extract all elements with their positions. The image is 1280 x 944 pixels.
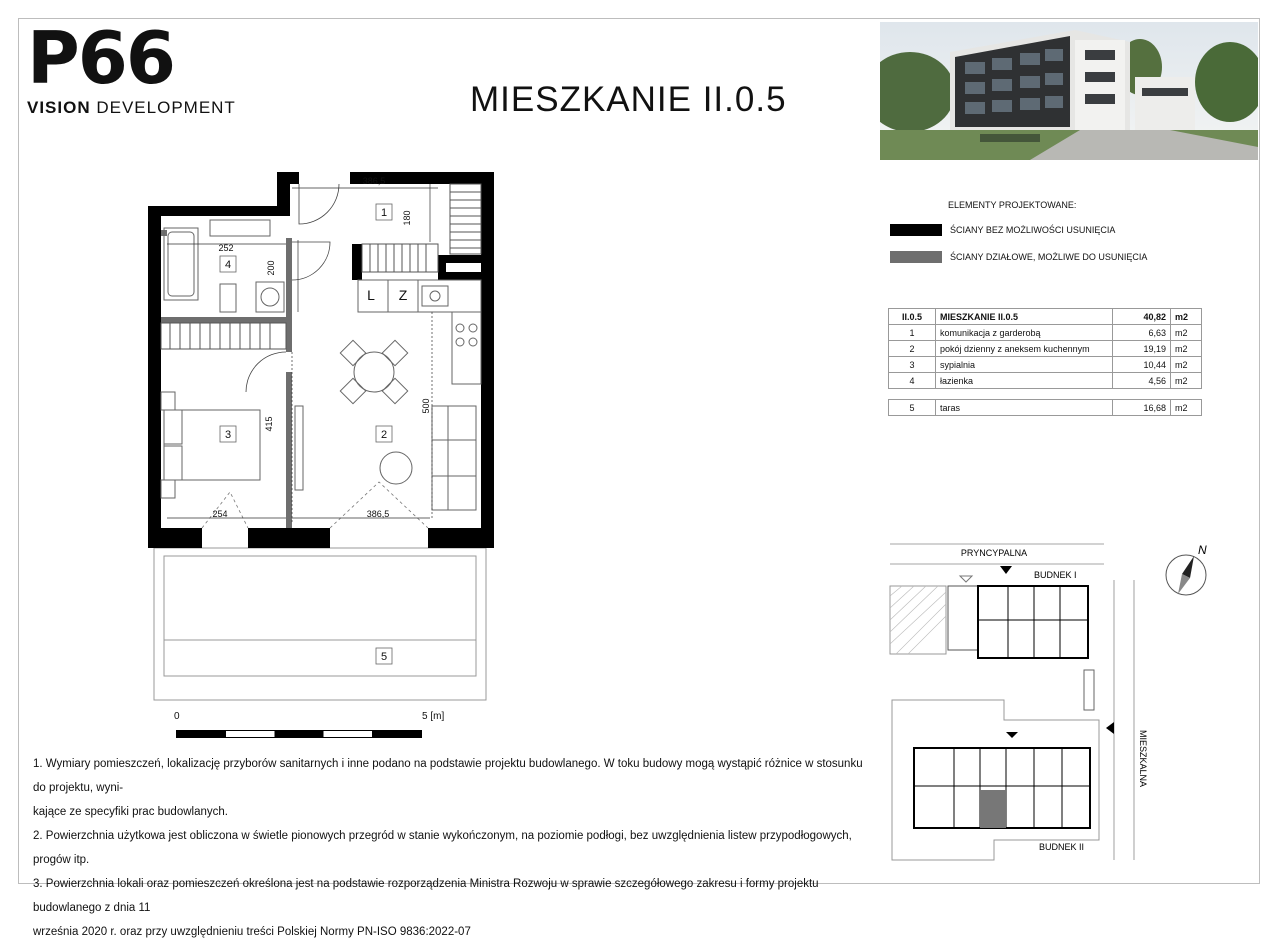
building-2-label: BUDNEK II [1039,842,1085,852]
freezer-letter: Z [398,287,408,303]
dim-label: 500 [421,398,431,414]
bed [161,392,303,498]
notes [33,752,863,944]
table-row: 2 pokój dzienny z aneksem kuchennym 19,19 m2 [889,341,1202,357]
dim-label: 252 [218,243,234,253]
note-line: 2. Powierzchnia użytkowa jest obliczona w świetle pionowych przegród w stanie wykończonym, na poziomie podłogi, bez uwzględnienia listew przypodłogowych, progów itp. [33,830,852,866]
scale-end-label: 5 [m] [422,711,445,722]
load-bearing-walls [148,172,494,548]
room-number: 3 [224,429,232,441]
room-number: 5 [380,651,388,663]
street-label-top: PRYNCYPALNA [960,548,1028,558]
dim-label: 254 [212,509,228,519]
dim-label: 386,5 [366,509,390,519]
dim-label: 200 [266,260,276,276]
table-row: 1 komunikacja z garderobą 6,63 m2 [889,325,1202,341]
bedroom-door [246,352,286,392]
entrance-door [299,184,339,224]
room-number: 4 [224,259,232,271]
note-line: kające ze specyfiki prac budowlanych. [33,806,228,818]
area-table [888,308,1202,416]
table-row: 3 sypialnia 10,44 m2 [889,357,1202,373]
note-line: 3. Powierzchnia lokali oraz pomieszczeń określona jest na podstawie rozporządzenia Ministra Rozwoju w sprawie szczegółowego zakresu i formy projektu budowlanego z dnia 11 [33,878,819,914]
legend-heading: ELEMENTY PROJEKTOWANE: [948,200,1077,210]
dining-table [340,340,407,403]
legend-item-partition: ŚCIANY DZIAŁOWE, MOŻLIWE DO USUNIĘCIA [890,251,1147,263]
legend-swatch-black [890,224,942,236]
area-table-header: II.0.5 MIESZKANIE II.0.5 40,82 m2 [889,309,1202,325]
note-line: 1. Wymiary pomieszczeń, lokalizację przyborów sanitarnych i inne podano na podstawie projektu budowlanego. W toku budowy mogą wystąpić różnice w stosunku do projektu, wyni- [33,758,863,794]
page-title: MIESZKANIE II.0.5 [470,80,787,119]
window-markers [202,482,428,528]
sofa [380,406,476,510]
kitchen-counter [358,280,481,384]
svg-text:N: N [1198,543,1207,557]
fridge-letter: L [367,287,375,303]
dim-label: 415 [264,416,274,432]
site-plan [884,540,1234,870]
table-row-terrace: 5 taras 16,68 m2 [889,400,1202,416]
logo-mark: P66 [27,16,174,100]
company-logo [27,16,236,118]
room-number: 2 [380,429,388,441]
street-label-right: MIESZKALNA [1138,730,1148,788]
dim-label: 386,5 [362,176,386,186]
building-1-label: BUDNEK I [1034,570,1077,580]
building-render-image [880,22,1258,160]
apartment-highlight [980,790,1006,828]
scale-bar [176,730,422,738]
legend-swatch-grey [890,251,942,263]
room-number: 1 [380,207,388,219]
floor-plan [140,162,510,752]
logo-subtitle: VISION DEVELOPMENT [27,98,236,117]
terrace [154,548,486,700]
dim-label: 180 [402,210,412,226]
legend-item-load-bearing: ŚCIANY BEZ MOŻLIWOŚCI USUNIĘCIA [890,224,1115,236]
note-line: września 2020 r. oraz przy uwzględnieniu treści Polskiej Normy PN-ISO 9836:2022-07 [33,926,471,938]
scale-start-label: 0 [174,711,180,722]
table-row: 4 łazienka 4,56 m2 [889,373,1202,389]
north-arrow [1166,543,1207,595]
